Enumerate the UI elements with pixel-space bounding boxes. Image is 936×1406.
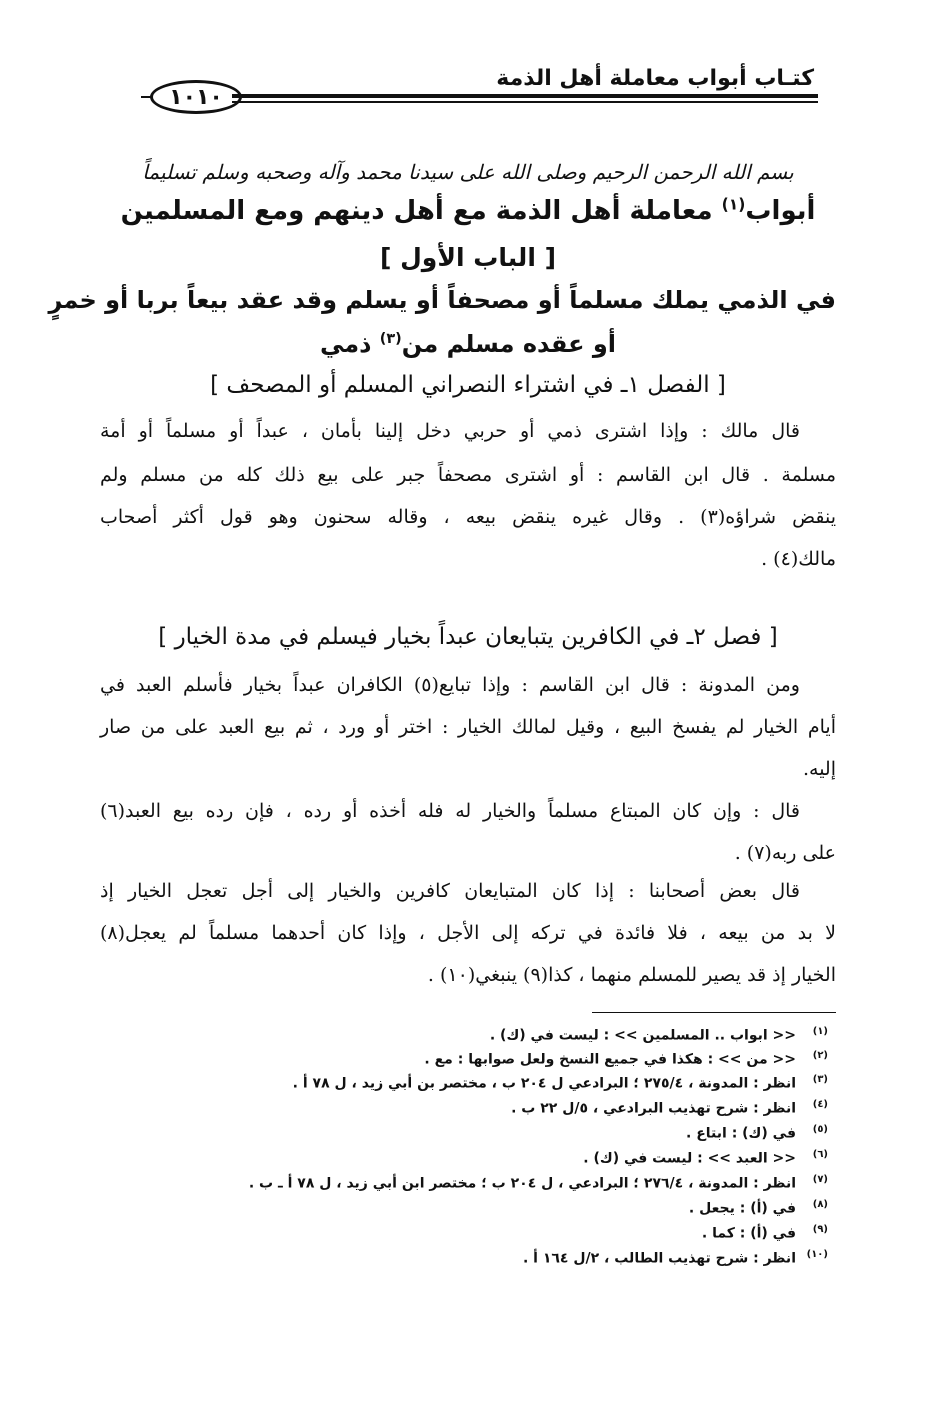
running-title: كتـاب أبواب معاملة أهل الذمة (496, 66, 814, 91)
footnote-text: في (ك) : ابتاع . (686, 1125, 796, 1142)
body-line: قال بعض أصحابنا : إذا كان المتبايعان كافرين والخيار إلى أجل تعجل الخيار إذ (100, 880, 800, 902)
page-number (150, 80, 242, 114)
subject-text: أو عقده مسلم من (401, 330, 617, 358)
page-number-text: ١٠١٠ (169, 84, 223, 110)
footnote (100, 1249, 828, 1267)
subject-text: ذمي (319, 330, 380, 358)
section-1-title: [ الفصل ١ـ في اشتراء النصراني المسلم أو المصحف ] (210, 372, 726, 398)
body-line: ومن المدونة : قال ابن القاسم : وإذا تبايع(٥) الكافران عبداً بخيار فأسلم العبد في (100, 674, 800, 696)
chapter-title: [ الباب الأول ] (379, 243, 557, 272)
footnote-number: (٣) (812, 1074, 828, 1085)
footnote-text: انظر : شرح تهذيب الطالب ، ٢/ل ١٦٤ أ . (522, 1250, 796, 1267)
body-line: إليه. (802, 758, 836, 780)
footnote-text: << من >> : هكذا في جميع النسخ ولعل صوابها : مع . (424, 1051, 796, 1068)
header-rule-thin (232, 101, 818, 103)
footnote (100, 1099, 828, 1117)
footnote (100, 1149, 828, 1167)
footnote-number: (٩) (812, 1224, 828, 1235)
footnote (100, 1224, 828, 1242)
body-line: قال مالك : وإذا اشترى ذمي أو حربي دخل إلينا بأمان ، عبداً أو مسلماً أو أمة (100, 420, 800, 442)
footnote-text: انظر : المدونة ، ٢٧٥/٤ ؛ البرادعي ل ٢٠٤ ب ، مختصر بن أبي زيد ، ل ٧٨ أ . (292, 1075, 796, 1092)
footnote-number: (١) (812, 1026, 828, 1037)
footnote (100, 1124, 828, 1142)
body-line: أيام الخيار لم يفسخ البيع ، وقيل لمالك الخيار : اختر أو ورد ، ثم بيع العبد على من صار (100, 716, 836, 738)
footnote (100, 1026, 828, 1044)
footnote-text: انظر : المدونة ، ٢٧٦/٤ ؛ البرادعي ، ل ٢٠٤ ب ؛ مختصر ابن أبي زيد ، ل ٧٨ أ ـ ب . (248, 1175, 796, 1192)
body-line: على ربه(٧) . (734, 842, 836, 864)
footnote-number: (٢) (812, 1050, 828, 1061)
footnote-number: (١٠) (806, 1249, 828, 1260)
body-line: ينقض شراؤه(٣) . وقال غيره ينقض بيعه ، وقاله سحنون وهو قول أكثر أصحاب (100, 506, 836, 528)
footnote-text: انظر : شرح تهذيب البرادعي ، ٥/ل ٢٢ ب . (511, 1100, 796, 1117)
footnote (100, 1074, 828, 1092)
footnote-marker: (١) (721, 195, 746, 214)
basmala: بسم الله الرحمن الرحيم وصلى الله على سيدنا محمد وآله وصحبه وسلم تسليماً (142, 160, 794, 184)
chapter-subject-line-2 (100, 330, 836, 358)
footnote-marker: (٣) (379, 331, 402, 347)
footnote-number: (٧) (812, 1174, 828, 1185)
body-line: قال : وإن كان المبتاع مسلماً والخيار له فله أخذه أو رده ، فإن رده بيع العبد(٦) (100, 800, 800, 822)
body-line: مالك(٤) . (761, 548, 836, 570)
footnote-number: (٨) (812, 1199, 828, 1210)
section-2-title: [ فصل ٢ـ في الكافرين يتبايعان عبداً بخيار فيسلم في مدة الخيار ] (158, 624, 778, 650)
footnote-text: << العبد >> : ليست في (ك) . (583, 1150, 796, 1167)
body-line: مسلمة . قال ابن القاسم : أو اشترى مصحفاً جبر على بيع ذلك كله من مسلم ولم (100, 464, 836, 486)
header-rule (232, 94, 818, 98)
body-line: لا بد من بيعه ، فلا فائدة في تركه إلى الأجل ، وإذا كان أحدهما مسلماً لم يعجل(٨) (100, 922, 836, 944)
main-title (100, 196, 836, 226)
footnote (100, 1050, 828, 1068)
body-line: الخيار إذ قد يصير للمسلم منهما ، كذا(٩) ينبغي(١٠) . (427, 964, 836, 986)
footnote-separator (592, 1012, 836, 1013)
footnote-text: في (أ) : كما . (701, 1225, 796, 1242)
main-title-rest: معاملة أهل الذمة مع أهل دينهم ومع المسلمين (120, 196, 722, 226)
footnote (100, 1174, 828, 1192)
footnote-number: (٥) (812, 1124, 828, 1135)
main-title-word: أبواب (745, 196, 816, 226)
footnote-text: << ابواب .. المسلمين >> : ليست في (ك) . (489, 1027, 796, 1044)
footnote-number: (٦) (812, 1149, 828, 1160)
footnote-number: (٤) (812, 1099, 828, 1110)
footnote (100, 1199, 828, 1217)
footnote-text: في (أ) : يجعل . (688, 1200, 796, 1217)
chapter-subject-line-1: في الذمي يملك مسلماً أو مصحفاً أو يسلم وقد عقد بيعاً بربا أو خمرٍ (48, 286, 836, 314)
